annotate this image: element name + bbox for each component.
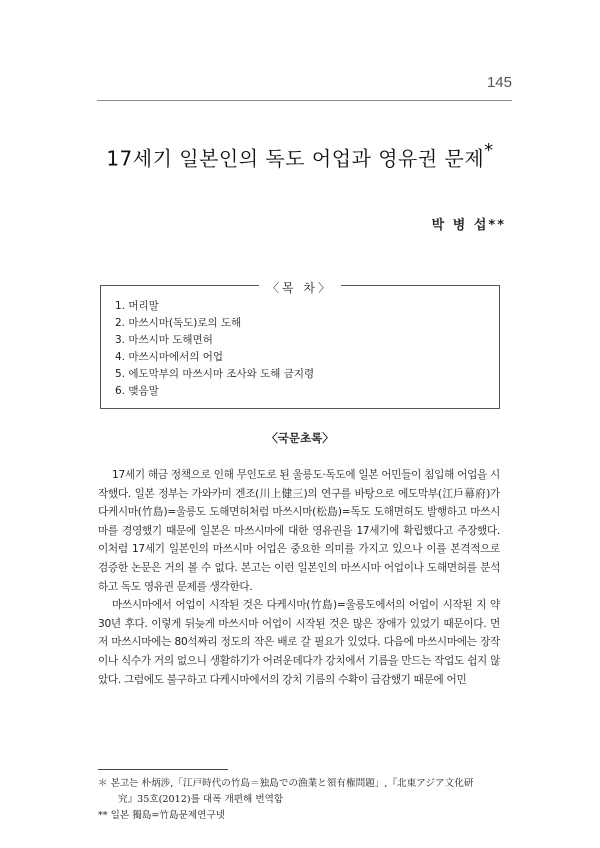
abstract-body (98, 466, 500, 689)
footnote-rule (98, 769, 228, 770)
abstract-heading: 〈국문초록〉 (266, 431, 334, 445)
toc-item: 3. 마쓰시마 도해면허 (115, 334, 213, 346)
toc-item: 4. 마쓰시마에서의 어업 (115, 351, 223, 363)
toc-heading: 〈목 차〉 (259, 281, 341, 295)
toc-list (115, 298, 314, 400)
title-text: 17세기 일본인의 독도 어업과 영유권 문제 (106, 146, 485, 171)
title-footnote-mark: * (484, 140, 494, 161)
footnotes (98, 776, 500, 824)
paper-title (0, 142, 600, 172)
footnote-2: ** 일본 獨島=竹島문제연구넷 (98, 810, 225, 821)
toc-heading-wrap (101, 277, 499, 296)
header-rule (97, 100, 512, 101)
footnote-1: ＊ 본고는 朴炳涉,「江戸時代の竹島＝独島での漁業と領有権問題」,『北東アジア文化研 (98, 778, 474, 789)
toc-item: 2. 마쓰시마(독도)로의 도해 (115, 317, 242, 329)
toc-item: 6. 맺음말 (115, 385, 159, 397)
abstract-paragraph: 마쓰시마에서 어업이 시작된 것은 다케시마(竹島)=울릉도에서의 어업이 시작된 지 약 30년 후다. 이렇게 뒤늦게 마쓰시마 어업이 시작된 것은 많은 장애가 있었기 때문이다. 먼저 마쓰시마에는 80석짜리 정도의 작은 배로 갈 필요가 있었다. 다음에 마쓰시마에는 장작이나 식수가 거의 없으니 생활하기가 어려운데다가 강치에서 기름을 만드는 작업도 쉽지 않았다. 그럼에도 불구하고 다케시마에서의 강치 기름의 수확이 급감했기 때문에 어민 (98, 599, 500, 686)
abstract-paragraph: 17세기 해금 정책으로 인해 무인도로 된 울릉도·독도에 일본 어민들이 침입해 어업을 시작했다. 일본 정부는 가와카미 겐조(川上健三)의 연구를 바탕으로 에도막부(江戶幕府)가 다케시마(竹島)=울릉도 도해면허처럼 마쓰시마(松島)=독도 도해면허도 발행하고 마쓰시마를 경영했기 때문에 일본은 마쓰시마에 대한 영유권을 17세기에 확립했다고 주장했다. 이처럼 17세기 일본인의 마쓰시마 어업은 중요한 의미를 가지고 있으나 이를 본격적으로 검증한 논문은 거의 볼 수 없다. 본고는 이런 일본인의 마쓰시마 어업이나 도해면허를 분석하고 독도 영유권 문제를 생각한다. (98, 469, 500, 593)
toc-item: 5. 에도막부의 마쓰시마 조사와 도해 금지령 (115, 368, 315, 380)
author: 박 병 섭** (431, 218, 506, 233)
table-of-contents (100, 281, 500, 409)
toc-item: 1. 머리말 (115, 300, 159, 312)
page-number: 145 (486, 74, 512, 91)
footnote-1-continued: 究』35호(2012)를 대폭 개편해 번역함 (118, 794, 284, 805)
